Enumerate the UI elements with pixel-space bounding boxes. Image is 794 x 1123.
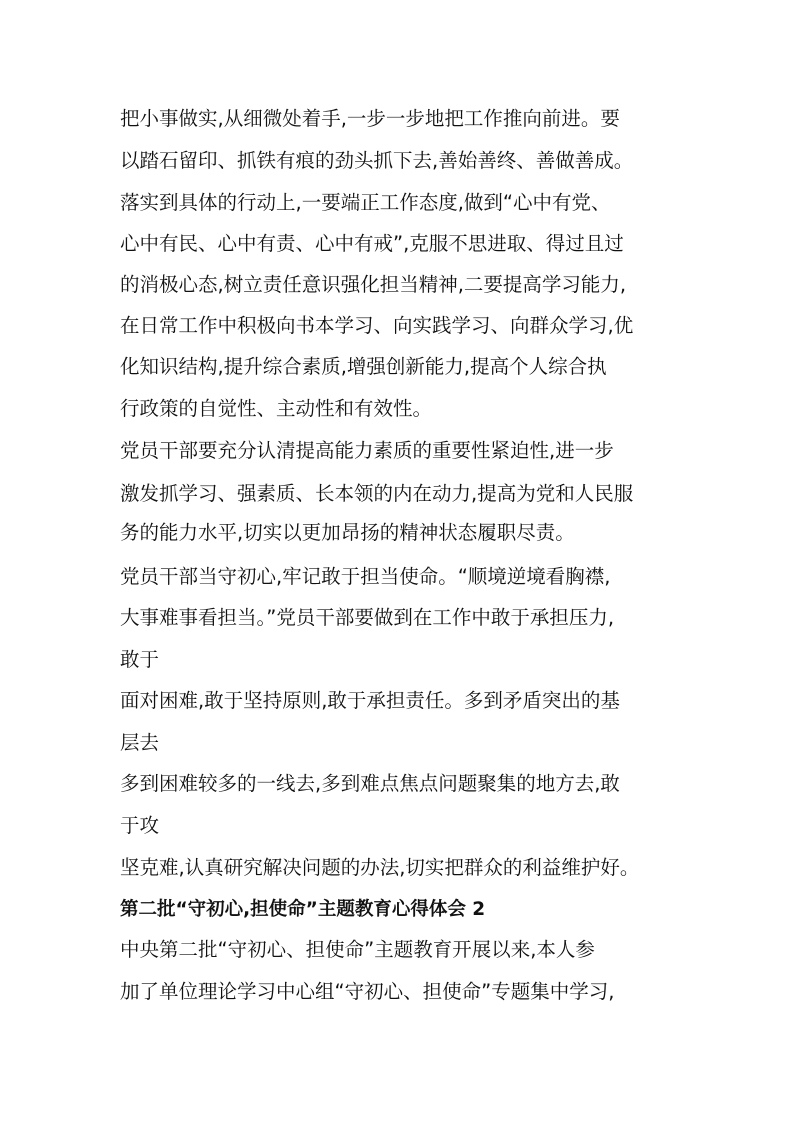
paragraph-line: 党员干部要充分认清提高能力素质的重要性紧迫性,进一步 (120, 439, 614, 462)
paragraph-line: 面对困难,敢于坚持原则,敢于承担责任。多到矛盾突出的基 (120, 689, 620, 712)
paragraph-line: 的消极心态,树立责任意识强化担当精神,二要提高学习能力, (120, 273, 627, 296)
paragraph-line: 化知识结构,提升综合素质,增强创新能力,提高个人综合执 (120, 355, 607, 378)
paragraph-line: 以踏石留印、抓铁有痕的劲头抓下去,善始善终、善做善成。 (120, 149, 634, 172)
paragraph-line: 大事难事看担当。”党员干部要做到在工作中敢于承担压力, (120, 606, 615, 629)
paragraph-line: 把小事做实,从细微处着手,一步一步地把工作推向前进。要 (120, 107, 620, 130)
paragraph-line: 落实到具体的行动上,一要端正工作态度,做到“心中有党、 (120, 191, 611, 214)
paragraph-line: 在日常工作中积极向书本学习、向实践学习、向群众学习,优 (120, 314, 634, 337)
paragraph-line: 务的能力水平,切实以更加昂扬的精神状态履职尽责。 (120, 521, 575, 544)
paragraph-line: 敢于 (120, 648, 160, 671)
paragraph-line: 心中有民、心中有责、心中有戒”,克服不思进取、得过且过 (120, 232, 624, 255)
paragraph-line: 加了单位理论学习中心组“守初心、担使命”专题集中学习, (120, 980, 615, 1003)
paragraph-line: 于攻 (120, 814, 160, 837)
paragraph-line: 多到困难较多的一线去,多到难点焦点问题聚集的地方去,敢 (120, 772, 620, 795)
paragraph-line: 激发抓学习、强素质、长本领的内在动力,提高为党和人民服 (120, 482, 634, 505)
paragraph-line: 中央第二批“守初心、担使命”主题教育开展以来,本人参 (120, 938, 595, 961)
paragraph-line: 行政策的自觉性、主动性和有效性。 (120, 397, 433, 420)
paragraph-line: 层去 (120, 731, 160, 754)
paragraph-line: 坚克难,认真研究解决问题的办法,切实把群众的利益维护好。 (120, 856, 640, 879)
paragraph-line: 党员干部当守初心,牢记敢于担当使命。“顺境逆境看胸襟, (120, 565, 611, 588)
section-heading: 第二批“守初心,担使命”主题教育心得体会 2 (120, 899, 486, 920)
